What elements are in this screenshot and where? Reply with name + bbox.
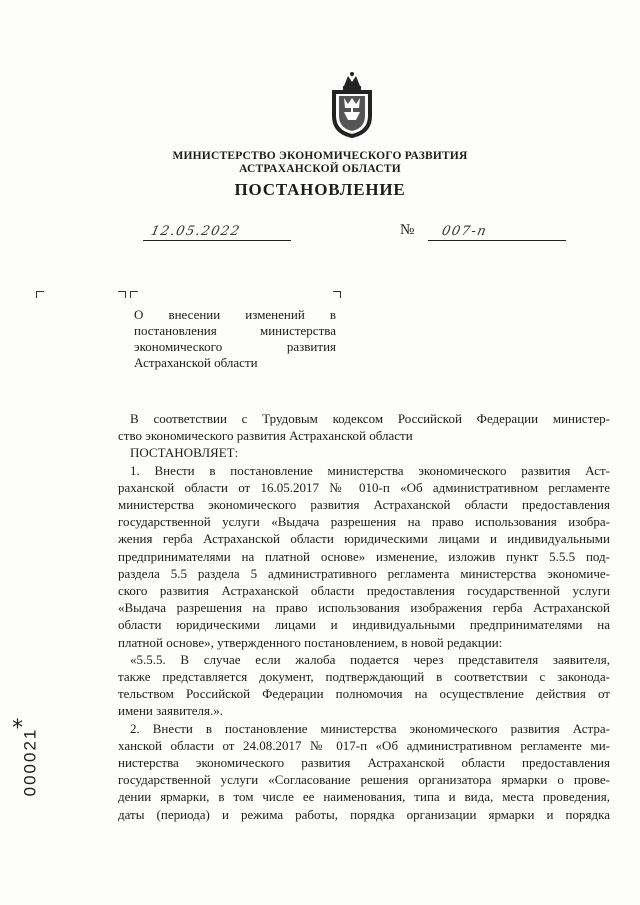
subject-block xyxy=(134,307,336,371)
body-line: платной основе», утвержденного постановлением, в новой редакции: xyxy=(118,634,503,650)
body-line: раздела 5.5 раздела 5 административного регламента министерства экономиче- xyxy=(118,565,610,581)
coat-of-arms-emblem xyxy=(330,68,374,138)
body-line: ханской области от 24.08.2017 № 017-п «Об административном регламенте ми- xyxy=(118,737,610,753)
corner-mark xyxy=(333,291,341,298)
body-line: министерства экономического развития Астраханской области предоставления xyxy=(118,497,610,513)
body-line: имени заявителя.». xyxy=(118,703,224,719)
body-line: В соответствии с Трудовым кодексом Российской Федерации министер- xyxy=(130,411,610,426)
body-line: раханской области от 16.05.2017 № 010-п «Об административном регламенте xyxy=(118,479,610,495)
body-line: также представляется документ, подтверждающий в соответствии с законода- xyxy=(118,669,610,685)
date-field xyxy=(143,222,291,241)
document-body xyxy=(118,410,610,823)
body-line: ство экономического развития Астраханской области xyxy=(118,428,413,444)
body-line: 1. Внести в постановление министерства экономического развития Аст- xyxy=(130,462,610,478)
corner-mark xyxy=(36,291,44,298)
corner-mark xyxy=(130,291,138,298)
handwritten-number: 007-п xyxy=(440,224,489,239)
ministry-name-line1: МИНИСТЕРСТВО ЭКОНОМИЧЕСКОГО РАЗВИТИЯ xyxy=(172,150,468,162)
document-type-title: ПОСТАНОВЛЕНИЕ xyxy=(234,180,406,199)
subject-line: постановления министерства xyxy=(134,323,336,338)
body-line: жения герба Астраханской области юридическими лицами и индивидуальными xyxy=(118,531,610,547)
body-line: предпринимателями на платной основе» изменение, изложив пункт 5.5.5 под- xyxy=(118,548,610,564)
body-line: ского развития Астраханской области предоставления государственной услуги xyxy=(118,583,610,599)
ministry-name-line2: АСТРАХАНСКОЙ ОБЛАСТИ xyxy=(239,163,401,175)
body-line: нистерства экономического развития Астраханской области предоставления xyxy=(118,755,610,771)
number-field xyxy=(428,222,566,241)
subject-line: Астраханской области xyxy=(134,355,258,370)
subject-line: экономического развития xyxy=(134,339,336,354)
body-line: «Выдача разрешения на право использования изображения герба Астраханской xyxy=(118,600,610,616)
handwritten-date: 12.05.2022 xyxy=(149,224,243,239)
body-line: области юридическими лицами и индивидуальными предпринимателями на xyxy=(118,617,610,633)
body-line: тельством Российской Федерации полномочия на осуществление действия от xyxy=(118,686,610,702)
resolves-heading: ПОСТАНОВЛЯЕТ: xyxy=(130,445,239,461)
number-label: № xyxy=(400,222,415,238)
body-line: даты (периода) и режима работы, порядка организации ярмарки и порядка xyxy=(118,806,610,822)
subject-line: О внесении изменений в xyxy=(134,307,336,322)
margin-star-mark: * xyxy=(12,716,23,741)
body-line: 2. Внести в постановление министерства экономического развития Астра- xyxy=(130,720,610,736)
body-line: государственной услуги «Согласование решения организатора ярмарки о прове- xyxy=(118,772,610,788)
corner-mark xyxy=(118,291,126,298)
body-line: «5.5.5. В случае если жалоба подается через представителя заявителя, xyxy=(130,651,610,667)
body-line: дении ярмарки, в том числе ее наименования, типа и вида, места проведения, xyxy=(118,789,610,805)
margin-serial-number xyxy=(8,722,48,802)
body-line: государственной услуги «Выдача разрешения на право использования изобра- xyxy=(118,514,610,530)
margin-serial-text: 000021 xyxy=(20,727,40,797)
